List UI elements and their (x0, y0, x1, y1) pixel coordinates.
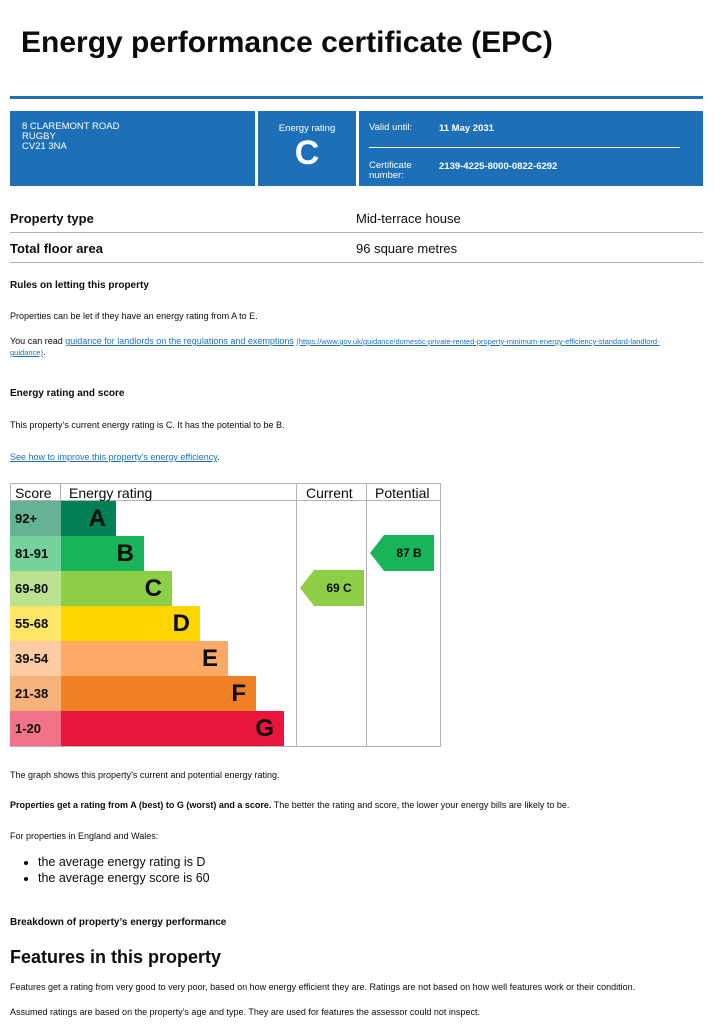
band-score-f: 21-38 (10, 676, 61, 711)
features-paragraph-1: Features get a rating from very good to very poor, based on how energy efficient they are. Ratings are not based on how well features work or their condition. (10, 982, 636, 992)
list-item: • the average energy score is 60 (38, 870, 210, 886)
band-bar-e: E (61, 641, 228, 676)
band-bar-d: D (61, 606, 200, 641)
features-paragraph-2: Assumed ratings are based on the property’s age and type. They are used for features the assessor could not inspect. (10, 1007, 480, 1017)
energy-rating-label: Energy rating (278, 123, 336, 134)
average-list (10, 854, 210, 886)
features-heading: Features in this property (10, 947, 222, 967)
energy-rating-letter: C (294, 134, 320, 172)
average-intro: For properties in England and Wales: (10, 831, 159, 841)
energy-heading: Energy rating and score (10, 388, 125, 399)
address-line-1: 8 CLAREMONT ROAD (22, 121, 120, 132)
address-line-2: RUGBY (22, 131, 56, 142)
band-bar-c: C (61, 571, 172, 606)
potential-header: Potential (375, 485, 430, 501)
certificate-number-label-2: number: (369, 170, 404, 181)
certificate-number-value: 2139-4225-8000-0822-6292 (439, 161, 558, 172)
guidance-prefix: You can read (10, 336, 66, 346)
rating-explanation-bold: Properties get a rating from A (best) to G (worst) and a score. (10, 800, 272, 810)
improve-paragraph (10, 452, 220, 462)
certificate-number-label-1: Certificate (369, 160, 412, 171)
band-bar-b: B (61, 536, 144, 571)
guidance-suffix: . (42, 347, 46, 357)
current-rating-label: 69 C (326, 581, 352, 595)
band-bar-f: F (61, 676, 256, 711)
band-bar-g: G (61, 711, 284, 746)
score-header: Score (15, 485, 52, 501)
rating-explanation-rest: The better the rating and score, the lower your energy bills are likely to be. (271, 800, 570, 810)
band-score-d: 55-68 (10, 606, 61, 641)
graph-note: The graph shows this property’s current and potential energy rating. (10, 770, 280, 780)
rating-explanation (10, 800, 569, 810)
floor-area-label: Total floor area (10, 241, 103, 256)
list-item: • the average energy rating is D (38, 854, 210, 870)
certificate-divider (369, 147, 680, 148)
property-type-label: Property type (10, 211, 94, 226)
guidance-paragraph (10, 336, 660, 346)
improve-efficiency-link[interactable]: See how to improve this property’s energy efficiency (10, 452, 218, 462)
band-score-b: 81-91 (10, 536, 61, 571)
valid-until-label: Valid until: (369, 122, 413, 133)
guidance-url-end[interactable]: guidance) (10, 348, 43, 357)
improve-suffix: . (217, 452, 220, 462)
band-bar-a: A (61, 501, 116, 536)
guidance-link[interactable]: guidance for landlords on the regulations and exemptions (65, 336, 294, 346)
energy-paragraph: This property’s current energy rating is C. It has the potential to be B. (10, 420, 285, 430)
rules-paragraph: Properties can be let if they have an energy rating from A to E. (10, 311, 258, 321)
floor-area-value: 96 square metres (356, 241, 458, 256)
guidance-url[interactable]: (https://www.gov.uk/guidance/domestic-private-rented-property-minimum-energy-efficiency-standard-landlord- (296, 337, 660, 346)
floor-area-row (10, 233, 703, 263)
breakdown-heading: Breakdown of property’s energy performance (10, 917, 227, 928)
band-score-g: 1-20 (10, 711, 61, 746)
current-header: Current (306, 485, 353, 501)
page-title: Energy performance certificate (EPC) (21, 26, 553, 59)
valid-until-value: 11 May 2031 (439, 123, 494, 134)
band-score-a: 92+ (10, 501, 61, 536)
energy-rating-chart (10, 483, 441, 747)
potential-rating-label: 87 B (396, 546, 422, 560)
address-postcode: CV21 3NA (22, 141, 67, 152)
address-panel (10, 111, 255, 186)
certificate-panel (359, 111, 703, 186)
property-type-row (10, 203, 703, 233)
property-type-value: Mid-terrace house (356, 211, 461, 226)
guidance-paragraph-continued (10, 347, 45, 357)
band-score-e: 39-54 (10, 641, 61, 676)
energy-rating-panel (258, 111, 356, 186)
title-divider (10, 96, 703, 99)
band-score-c: 69-80 (10, 571, 61, 606)
rules-heading: Rules on letting this property (10, 280, 149, 291)
rating-header: Energy rating (69, 485, 153, 501)
